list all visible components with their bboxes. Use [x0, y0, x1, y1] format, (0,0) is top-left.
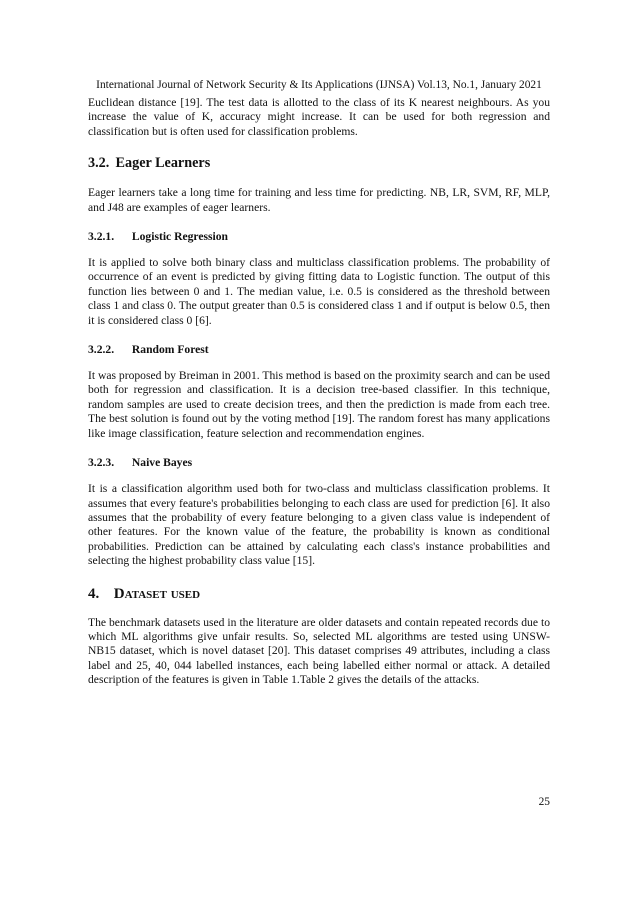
section-title: Dataset used — [113, 585, 201, 602]
eager-learners-paragraph: Eager learners take a long time for training and less time for predicting. NB, LR, SVM, RF, MLP, and J48 are examples of eager learners. — [88, 186, 550, 214]
section-heading-dataset-used — [88, 586, 550, 602]
intro-paragraph: Euclidean distance [19]. The test data is allotted to the class of its K nearest neighbours. As you increase the value of K, accuracy might increase. It can be used for both regression and classification but is often used for classification problems. — [88, 96, 550, 138]
page-body — [88, 96, 550, 688]
subsection-heading-logistic-regression — [88, 230, 550, 244]
page-number: 25 — [538, 796, 550, 808]
dataset-paragraph: The benchmark datasets used in the literature are older datasets and contain repeated records due to which ML algorithms give unfair results. So, selected ML algorithms are tested using UNSW-NB15 dataset, which is novel dataset [20]. This dataset comprises 49 attributes, including a class label and 25, 40, 044 labelled instances, each being labelled either normal or attack. A detailed description of the features is given in Table 1.Table 2 gives the details of the attacks. — [88, 615, 550, 687]
subsection-number: 3.2.1. — [88, 230, 115, 244]
section-heading-eager-learners — [88, 155, 550, 171]
subsection-title: Logistic Regression — [131, 230, 228, 244]
subsection-heading-naive-bayes — [88, 456, 550, 470]
naive-bayes-paragraph: It is a classification algorithm used both for two-class and multiclass classification problems. It assumes that every feature's probabilities belonging to each class are used for prediction [6]. It also assumes that the probability of every feature belonging to a given class value is independent of other features. For the known value of the feature, the probability is known as conditional probabilities. Prediction can be attained by calculating each class's instance probabilities and selecting the highest probability class value [15]. — [88, 482, 550, 568]
running-header: International Journal of Network Security & Its Applications (IJNSA) Vol.13, No.1, January 2021 — [96, 79, 542, 91]
subsection-number: 3.2.2. — [88, 343, 115, 357]
subsection-heading-random-forest — [88, 343, 550, 357]
section-number: 3.2. — [88, 155, 110, 172]
subsection-title: Naive Bayes — [131, 456, 193, 470]
logistic-regression-paragraph: It is applied to solve both binary class and multiclass classification problems. The probability of occurrence of an event is predicted by giving fitting data to Logistic function. The output of this function lies between 0 and 1. The median value, i.e. 0.5 is considered as the threshold between class 1 and class 0. The output greater than 0.5 is considered class 1 and if output is below 0.5, then it is considered class 0 [6]. — [88, 256, 550, 327]
section-number: 4. — [88, 585, 100, 602]
subsection-title: Random Forest — [131, 343, 209, 357]
section-title: Eager Learners — [115, 155, 211, 172]
random-forest-paragraph: It was proposed by Breiman in 2001. This method is based on the proximity search and can be used both for regression and classification. It is a decision tree-based classifier. In this technique, random samples are used to create decision trees, and then the prediction is made from each tree. The best solution is found out by the voting method [19]. The random forest has many applications like image classification, feature selection and recommendation engines. — [88, 369, 550, 440]
subsection-number: 3.2.3. — [88, 456, 115, 470]
